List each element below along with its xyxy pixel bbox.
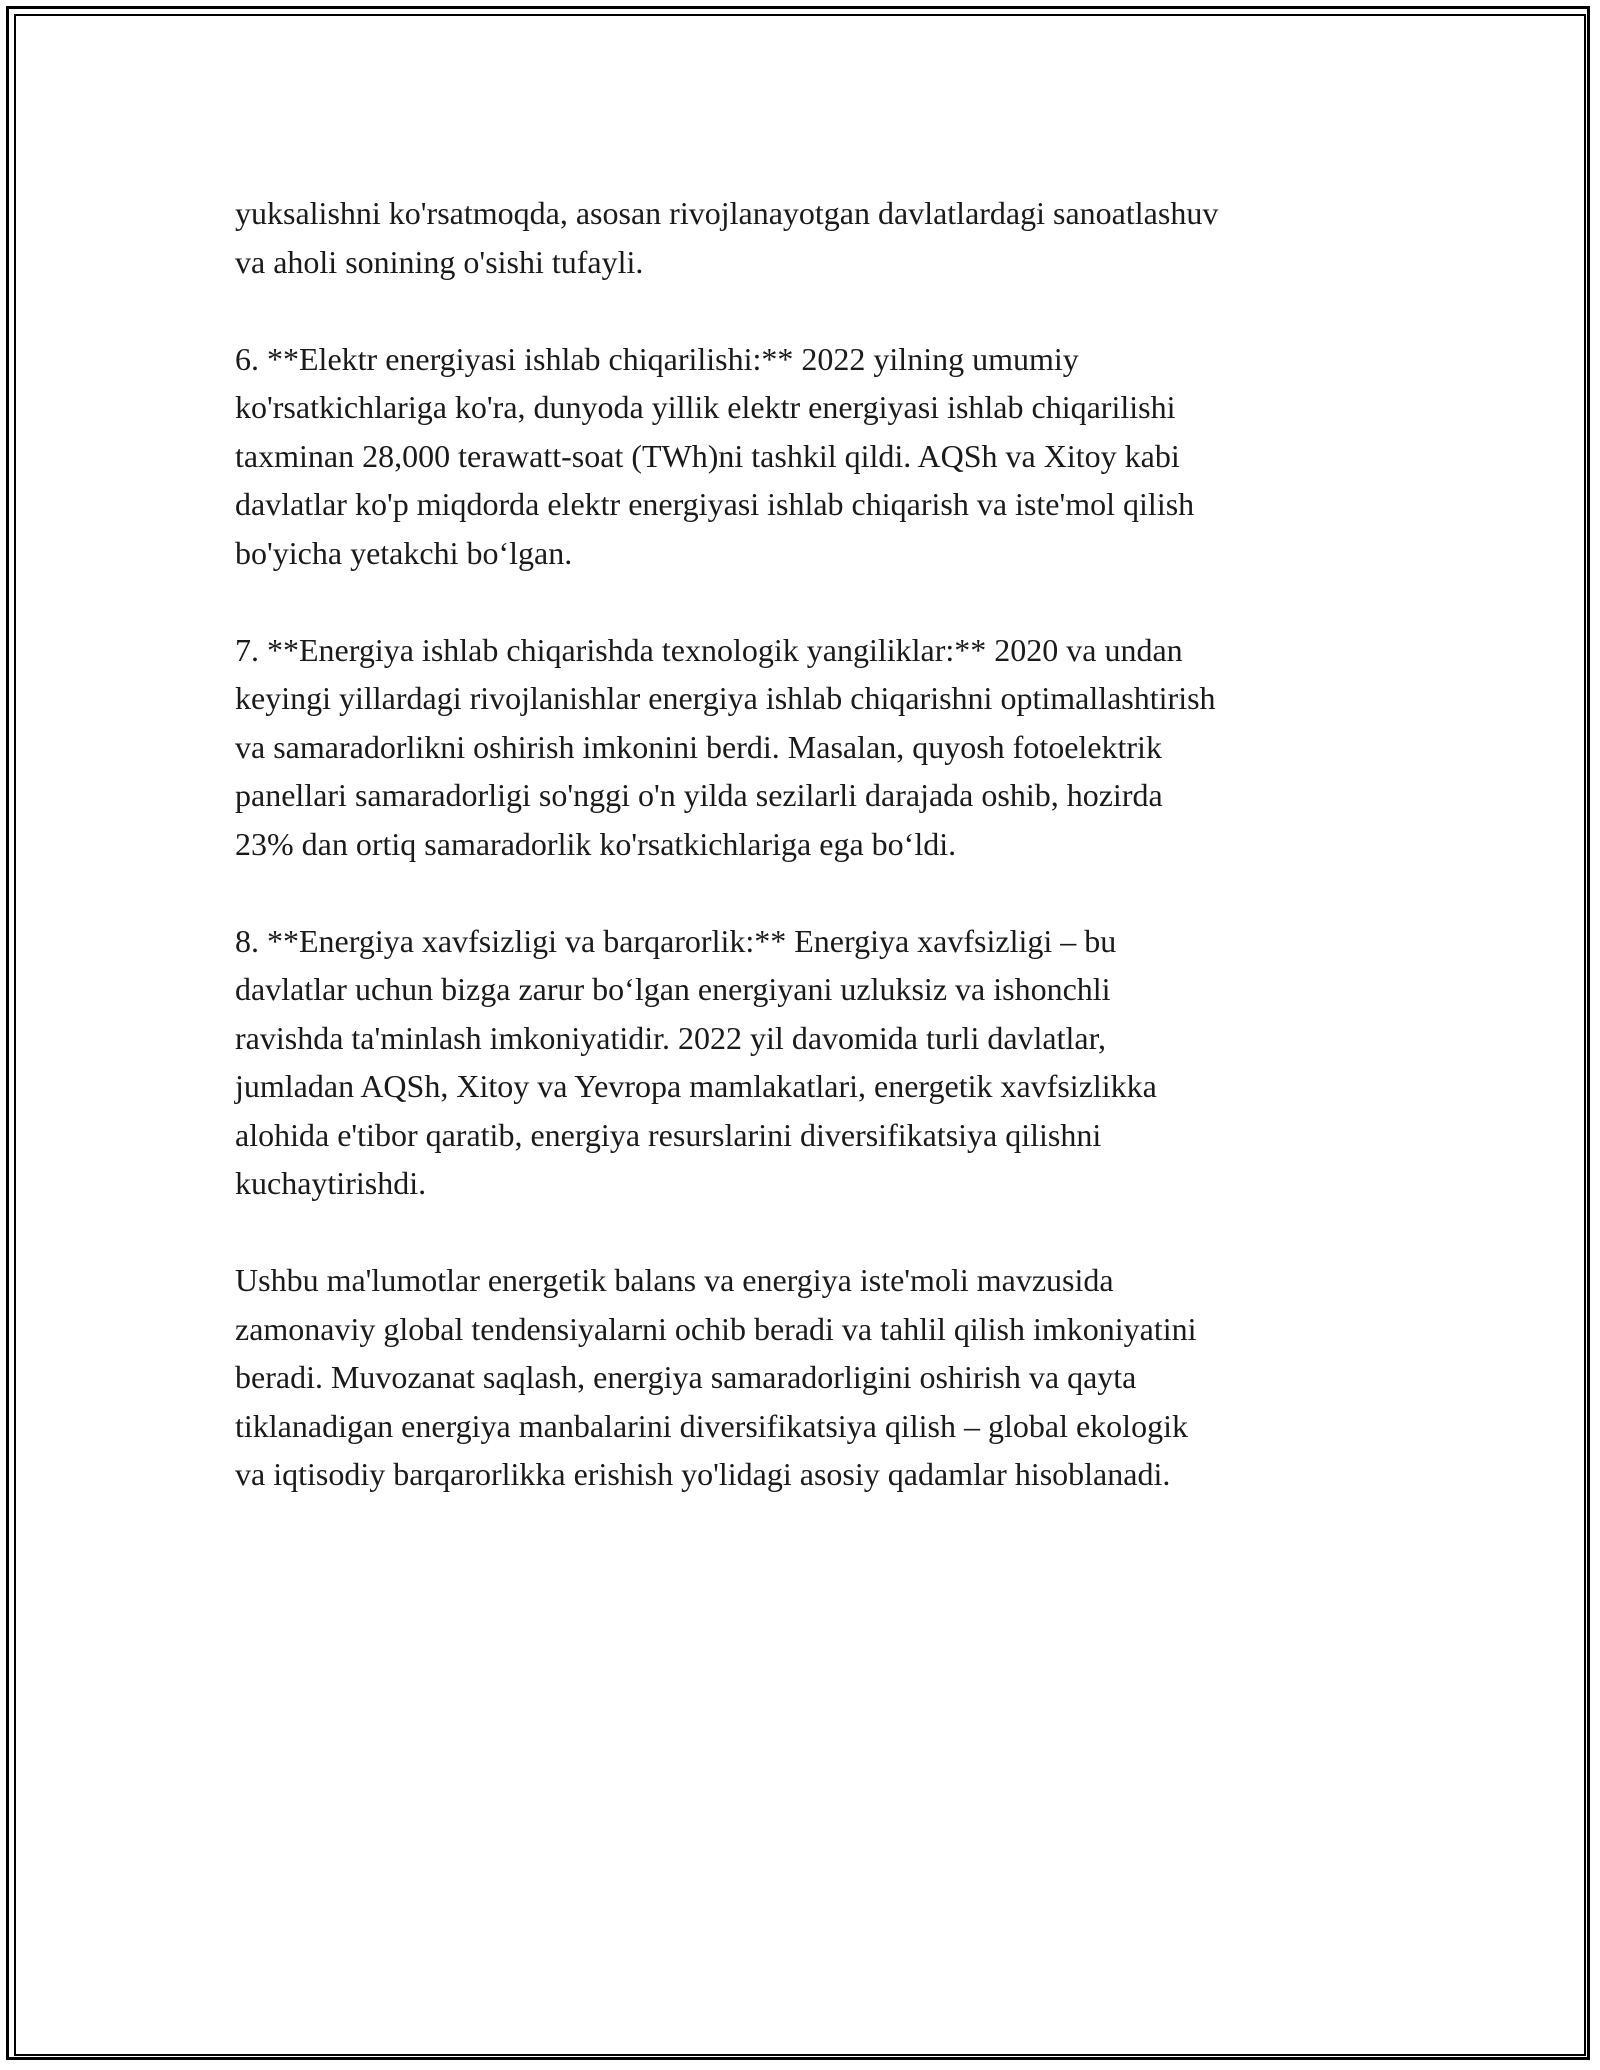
paragraph-item-6: 6. **Elektr energiyasi ishlab chiqarilishi:** 2022 yilning umumiy ko'rsatkichlariga ko'ra, dunyoda yillik elektr energiyasi ishlab chiqarilishi taxminan 28,000 terawatt-soat (TWh)ni tashkil qildi. AQSh va Xitoy kabi davlatlar ko'p miqdorda elektr energiyasi ishlab chiqarish va iste'mol qilish bo'yicha yetakchi bo‘lgan.: [235, 340, 1195, 571]
paragraph-item-7: 7. **Energiya ishlab chiqarishda texnologik yangiliklar:** 2020 va undan keyingi yillardagi rivojlanishlar energiya ishlab chiqarishni optimallashtirish va samaradorlikni oshirish imkonini berdi. Masalan, quyosh fotoelektrik panellari samaradorligi so'nggi o'n yilda sezilarli darajada oshib, hozirda 23% dan ortiq samaradorlik ko'rsatkichlariga ega bo‘ldi.: [235, 631, 1216, 862]
paragraph-continuation: yuksalishni ko'rsatmoqda, asosan rivojlanayotgan davlatlardagi sanoatlashuv va aholi sonining o'sishi tufayli.: [235, 195, 1219, 280]
document-body: [235, 189, 1385, 1499]
paragraph-item-8: 8. **Energiya xavfsizligi va barqarorlik:** Energiya xavfsizligi – bu davlatlar uchun bizga zarur bo‘lgan energiyani uzluksiz va ishonchli ravishda ta'minlash imkoniyatidir. 2022 yil davomida turli davlatlar, jumladan AQSh, Xitoy va Yevropa mamlakatlari, energetik xavfsizlikka alohida e'tibor qaratib, energiya resurslarini diversifikatsiya qilishni kuchaytirishdi.: [235, 922, 1157, 1201]
paragraph-conclusion: Ushbu ma'lumotlar energetik balans va energiya iste'moli mavzusida zamonaviy global tendensiyalarni ochib beradi va tahlil qilish imkoniyatini beradi. Muvozanat saqlash, energiya samaradorligini oshirish va qayta tiklanadigan energiya manbalarini diversifikatsiya qilish – global ekologik va iqtisodiy barqarorlikka erishish yo'lidagi asosiy qadamlar hisoblanadi.: [235, 1262, 1197, 1492]
